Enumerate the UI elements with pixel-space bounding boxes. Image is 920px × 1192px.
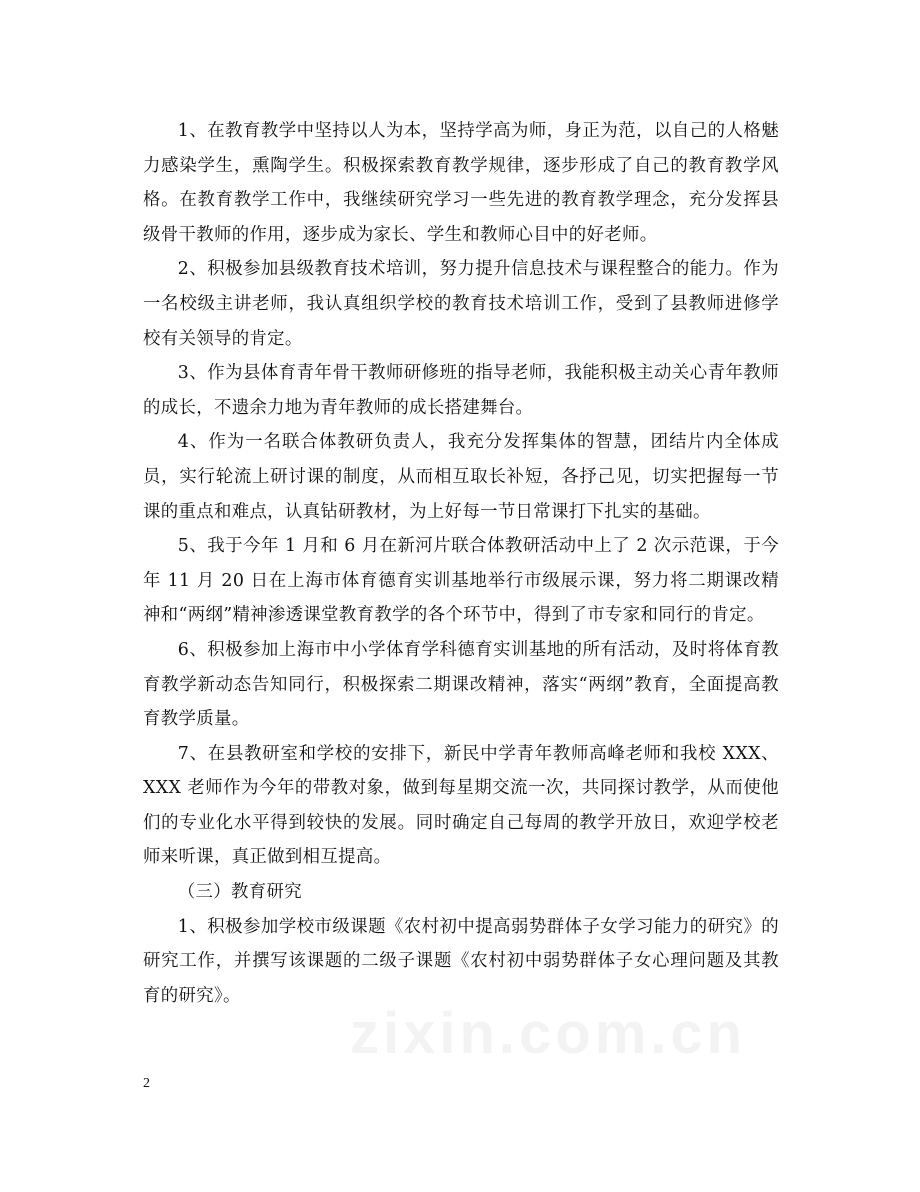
document-body	[143, 114, 779, 1013]
watermark: zixin.com.cn	[350, 1001, 747, 1066]
paragraph-item-5: 5、我于今年 1 月和 6 月在新河片联合体教研活动中上了 2 次示范课，于今年 11 月 20 日在上海市体育德育实训基地举行市级展示课，努力将二期课改精神和“两纲”精神渗透课堂教育教学的各个环节中，得到了市专家和同行的肯定。	[143, 536, 779, 626]
paragraph-item-6: 6、积极参加上海市中小学体育学科德育实训基地的所有活动，及时将体育教育教学新动态告知同行，积极探索二期课改精神，落实“两纲”教育，全面提高教育教学质量。	[143, 639, 779, 730]
paragraph-item-1: 1、在教育教学中坚持以人为本，坚持学高为师，身正为范，以自己的人格魅力感染学生，熏陶学生。积极探索教育教学规律，逐步形成了自己的教育教学风格。在教育教学工作中，我继续研究学习一些先进的教育教学理念，充分发挥县级骨干教师的作用，逐步成为家长、学生和教师心目中的好老师。	[143, 121, 779, 245]
paragraph-item-3: 3、作为县体育青年骨干教师研修班的指导老师，我能积极主动关心青年教师的成长，不遗余力地为青年教师的成长搭建舞台。	[143, 363, 779, 418]
paragraph-item-7: 7、在县教研室和学校的安排下，新民中学青年教师高峰老师和我校 XXX、XXX 老师作为今年的带教对象，做到每星期交流一次，共同探讨教学，从而使他们的专业化水平得到较快的发展。同时确定自己每周的教学开放日，欢迎学校老师来听课，真正做到相互提高。	[143, 743, 779, 868]
section-heading-education-research: （三）教育研究	[177, 882, 302, 903]
paragraph-research-item-1: 1、积极参加学校市级课题《农村初中提高弱势群体子女学习能力的研究》的研究工作，并撰写该课题的二级子课题《农村初中弱势群体子女心理问题及其教育的研究》。	[143, 916, 779, 1006]
page-number: 2	[143, 1076, 150, 1091]
paragraph-item-2: 2、积极参加县级教育技术培训，努力提升信息技术与课程整合的能力。作为一名校级主讲老师，我认真组织学校的教育技术培训工作，受到了县教师进修学校有关领导的肯定。	[143, 259, 779, 349]
paragraph-item-4: 4、作为一名联合体教研负责人，我充分发挥集体的智慧，团结片内全体成员，实行轮流上研讨课的制度，从而相互取长补短，各抒己见，切实把握每一节课的重点和难点，认真钻研教材，为上好每一节日常课打下扎实的基础。	[143, 432, 779, 522]
